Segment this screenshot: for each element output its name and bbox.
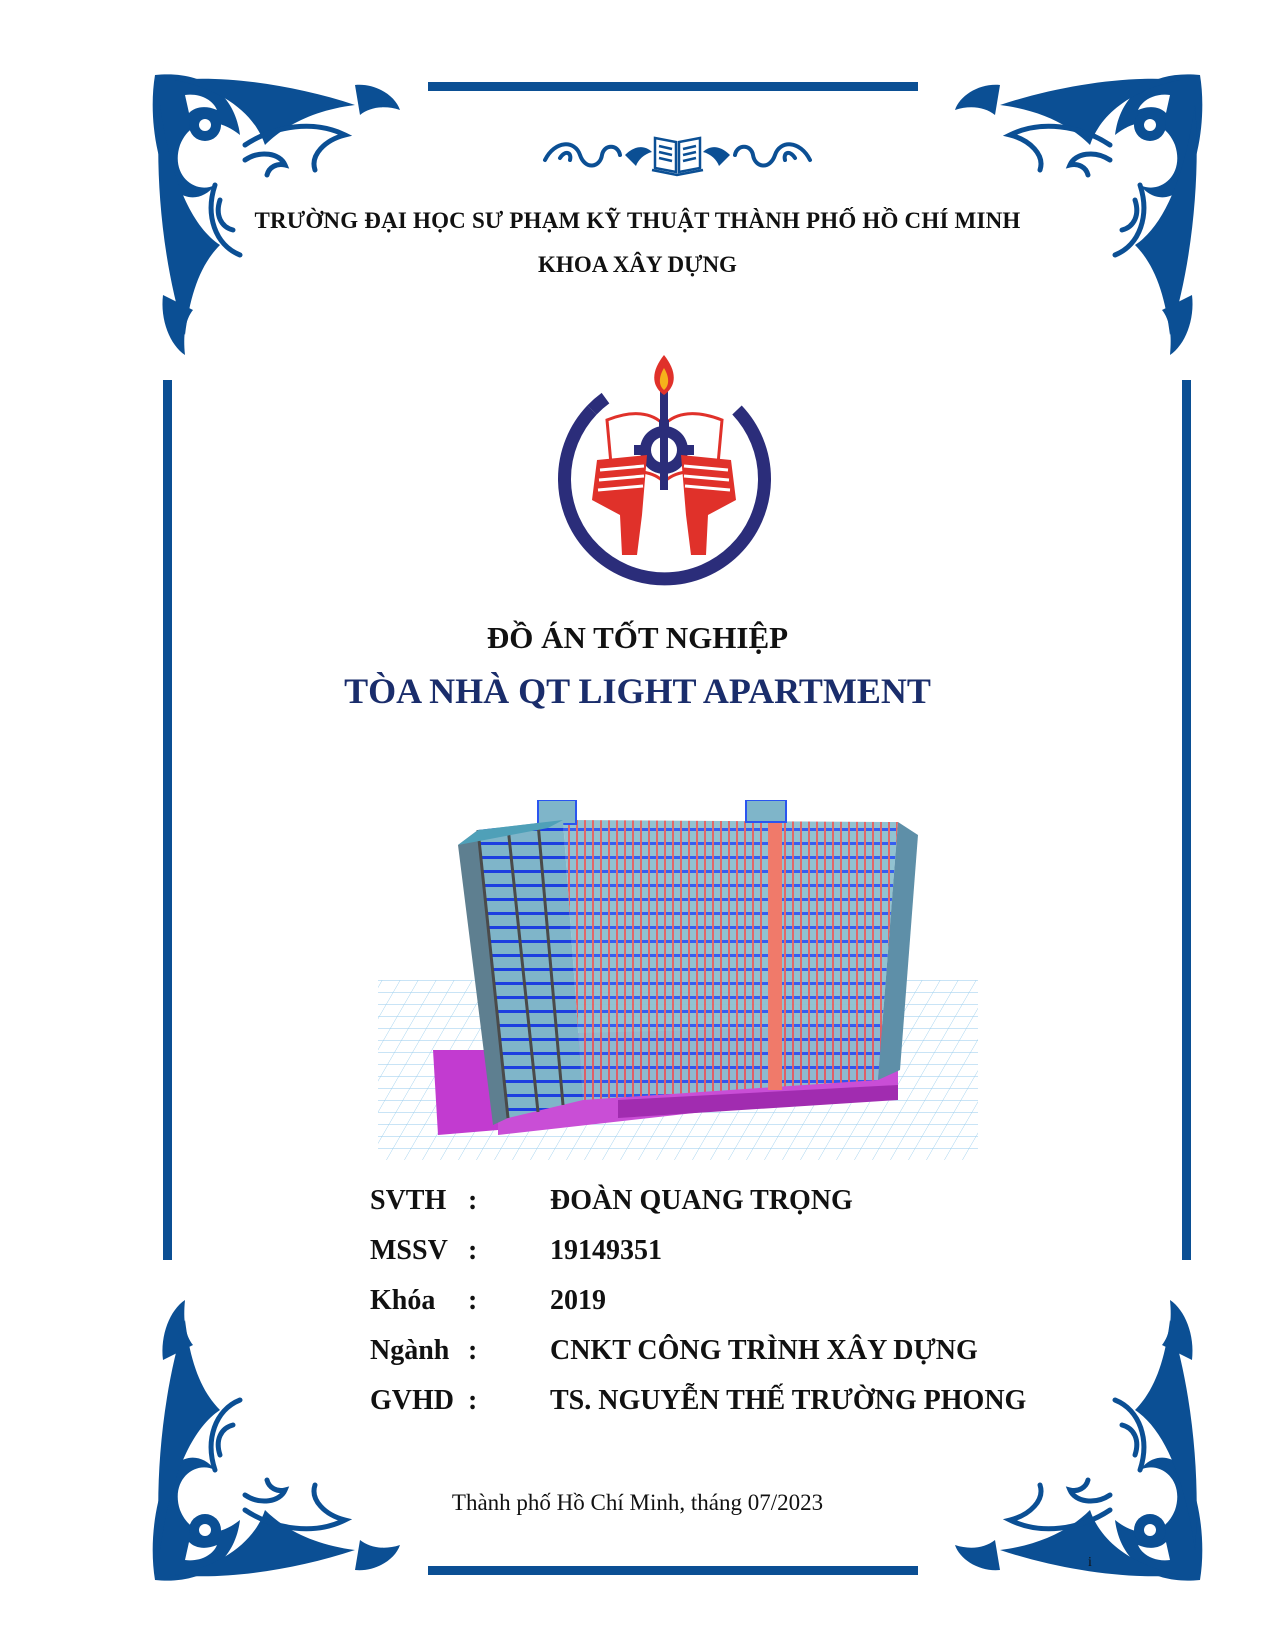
corner-ornament-bottom-right bbox=[940, 1290, 1210, 1590]
document-type: ĐỒ ÁN TỐT NGHIỆP bbox=[486, 620, 789, 655]
info-colon: : bbox=[468, 1185, 478, 1216]
info-label: Khóa bbox=[370, 1285, 436, 1316]
place-date: Thành phố Hồ Chí Minh, tháng 07/2023 bbox=[451, 1490, 824, 1515]
book-flourish-icon bbox=[540, 130, 815, 180]
info-value: 19149351 bbox=[550, 1235, 662, 1266]
info-label: SVTH bbox=[370, 1185, 447, 1216]
info-colon: : bbox=[468, 1385, 478, 1416]
info-value: CNKT CÔNG TRÌNH XÂY DỰNG bbox=[550, 1335, 978, 1366]
info-value: ĐOÀN QUANG TRỌNG bbox=[550, 1185, 853, 1216]
info-label: GVHD bbox=[370, 1385, 454, 1416]
building-3d-model bbox=[378, 800, 978, 1160]
faculty-name: KHOA XÂY DỰNG bbox=[538, 252, 737, 277]
info-value: TS. NGUYỄN THẾ TRƯỜNG PHONG bbox=[550, 1385, 1027, 1416]
border-bottom bbox=[428, 1566, 918, 1575]
info-colon: : bbox=[468, 1335, 478, 1366]
school-name: TRƯỜNG ĐẠI HỌC SƯ PHẠM KỸ THUẬT THÀNH PHỐ HỒ CHÍ MINH bbox=[254, 208, 1021, 233]
info-value: 2019 bbox=[550, 1285, 606, 1316]
border-top bbox=[428, 82, 918, 91]
info-colon: : bbox=[468, 1285, 478, 1316]
info-label: MSSV bbox=[370, 1235, 448, 1266]
border-right bbox=[1182, 380, 1191, 1260]
page-number: i bbox=[1088, 1555, 1092, 1570]
project-title: TÒA NHÀ QT LIGHT APARTMENT bbox=[344, 671, 931, 711]
university-logo bbox=[552, 350, 776, 590]
border-left bbox=[163, 380, 172, 1260]
info-label: Ngành bbox=[370, 1335, 450, 1366]
info-colon: : bbox=[468, 1235, 478, 1266]
